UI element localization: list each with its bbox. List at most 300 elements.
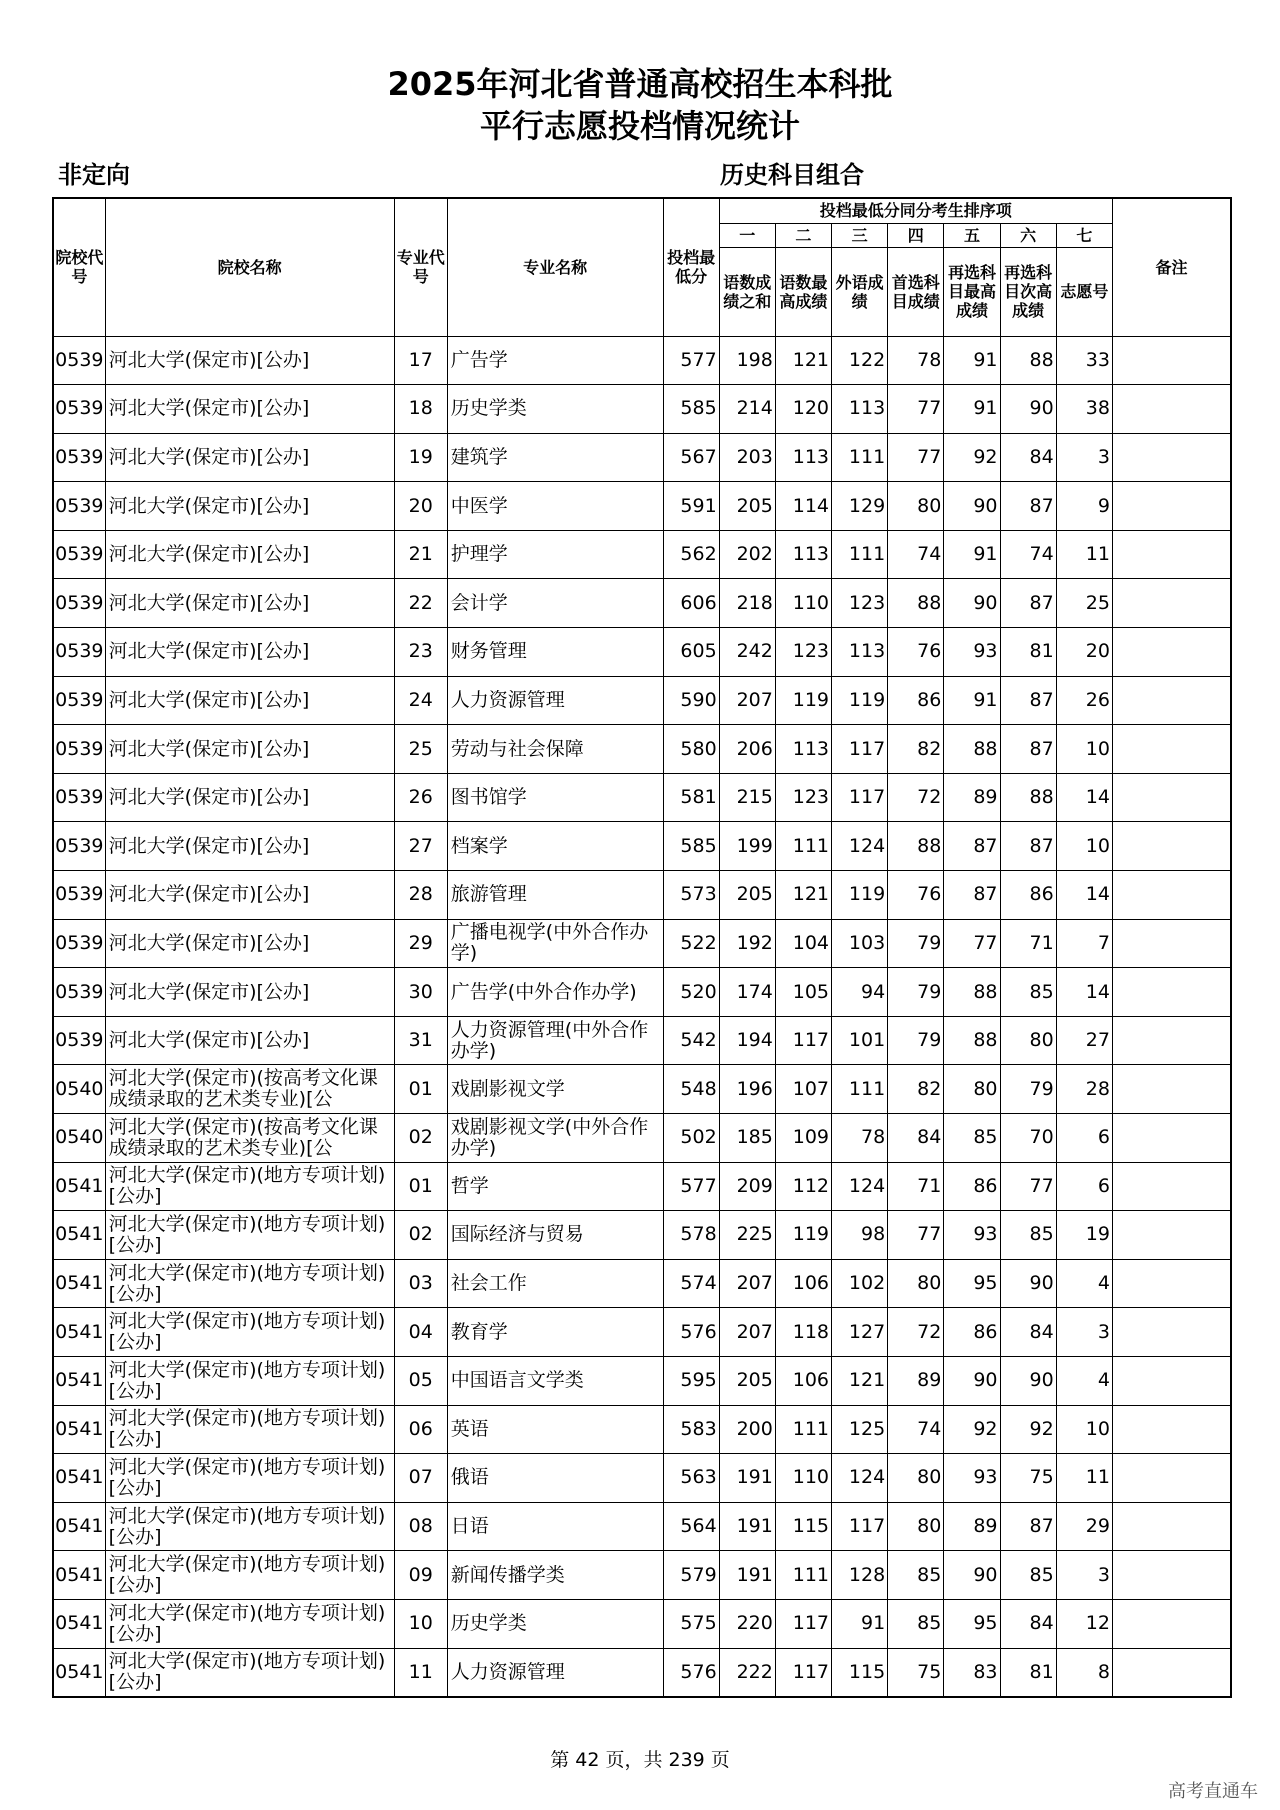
first-subject-cell-text: 88 xyxy=(917,592,942,614)
school-name-cell-text: 河北大学(保定市)(地方专项计划)[公办] xyxy=(108,1359,386,1402)
major-name-cell xyxy=(447,1648,663,1697)
elective-max-cell xyxy=(944,579,1000,628)
first-subject-cell xyxy=(888,1211,944,1260)
elective-max-cell xyxy=(944,1551,1000,1600)
school-name-cell xyxy=(105,1502,394,1551)
major-code-cell-text: 10 xyxy=(408,1613,433,1635)
first-subject-cell xyxy=(888,676,944,725)
remark-cell xyxy=(1112,1599,1231,1648)
major-code-cell xyxy=(394,628,447,677)
major-code-cell xyxy=(394,579,447,628)
major-name-cell-text: 历史学类 xyxy=(450,1613,527,1635)
chinese-math-sum-cell xyxy=(719,822,775,871)
remark-cell xyxy=(1112,725,1231,774)
min-score-cell xyxy=(663,1551,719,1600)
choice-number-cell-text: 19 xyxy=(1085,1224,1110,1246)
major-code-cell xyxy=(394,482,447,531)
school-code-cell-text: 0539 xyxy=(55,981,104,1003)
foreign-language-cell xyxy=(832,1308,888,1357)
major-name-cell xyxy=(447,676,663,725)
first-subject-cell xyxy=(888,1648,944,1697)
foreign-language-cell xyxy=(832,919,888,968)
choice-number-cell-text: 28 xyxy=(1085,1078,1110,1100)
chinese-math-sum-cell-text: 191 xyxy=(736,1467,773,1489)
major-name-cell-text: 哲学 xyxy=(450,1175,489,1197)
choice-number-cell-text: 3 xyxy=(1097,1321,1110,1343)
choice-number-cell xyxy=(1056,336,1112,385)
chinese-math-max-cell xyxy=(775,1405,831,1454)
foreign-language-cell xyxy=(832,628,888,677)
chinese-math-max-cell xyxy=(775,871,831,920)
major-name-cell-text: 人力资源管理 xyxy=(450,689,565,711)
major-name-cell xyxy=(447,385,663,434)
major-code-cell-text: 02 xyxy=(408,1127,433,1149)
chinese-math-max-cell-text: 115 xyxy=(792,1516,830,1538)
choice-number-cell xyxy=(1056,1308,1112,1357)
table-row xyxy=(53,822,1231,871)
chinese-math-max-cell-text: 121 xyxy=(792,349,830,371)
first-subject-cell-text: 88 xyxy=(917,835,942,857)
table-row xyxy=(53,530,1231,579)
min-score-cell xyxy=(663,1162,719,1211)
chinese-math-max-cell xyxy=(775,1356,831,1405)
elective-max-cell-text: 90 xyxy=(973,1370,998,1392)
table-row xyxy=(53,871,1231,920)
first-subject-cell xyxy=(888,1356,944,1405)
elective-second-cell-text: 70 xyxy=(1029,1127,1054,1149)
first-subject-cell-text: 80 xyxy=(917,1467,942,1489)
elective-max-cell-text: 77 xyxy=(973,932,998,954)
remark-cell xyxy=(1112,1162,1231,1211)
remark-cell xyxy=(1112,1648,1231,1697)
chinese-math-sum-cell xyxy=(719,336,775,385)
remark-cell xyxy=(1112,1211,1231,1260)
remark-cell xyxy=(1112,968,1231,1017)
min-score-cell-text: 567 xyxy=(680,446,717,468)
choice-number-cell-text: 6 xyxy=(1097,1127,1110,1149)
chinese-math-max-cell xyxy=(775,482,831,531)
elective-second-cell-text: 84 xyxy=(1029,446,1054,468)
elective-second-cell xyxy=(1000,1648,1056,1697)
table-row xyxy=(53,1551,1231,1600)
major-name-cell xyxy=(447,579,663,628)
major-name-cell-text: 中医学 xyxy=(450,495,508,517)
chinese-math-max-cell xyxy=(775,1502,831,1551)
chinese-math-sum-cell-text: 242 xyxy=(736,641,773,663)
school-code-cell-text: 0539 xyxy=(55,884,104,906)
major-name-cell-text: 新闻传播学类 xyxy=(450,1564,565,1586)
min-score-cell-text: 522 xyxy=(680,932,717,954)
school-name-cell xyxy=(105,579,394,628)
elective-max-cell-text: 91 xyxy=(973,544,998,566)
elective-max-cell xyxy=(944,773,1000,822)
school-name-cell xyxy=(105,1065,394,1114)
elective-max-cell xyxy=(944,1211,1000,1260)
elective-second-cell-text: 81 xyxy=(1029,641,1054,663)
chinese-math-sum-cell-text: 185 xyxy=(736,1127,773,1149)
table-row xyxy=(53,1259,1231,1308)
elective-max-cell-text: 86 xyxy=(973,1175,998,1197)
school-name-cell xyxy=(105,482,394,531)
elective-max-cell-text: 95 xyxy=(973,1613,998,1635)
school-name-cell xyxy=(105,1016,394,1065)
major-code-cell-text: 19 xyxy=(408,446,433,468)
elective-second-cell-text: 88 xyxy=(1029,787,1054,809)
foreign-language-cell xyxy=(832,1162,888,1211)
major-code-cell-text: 26 xyxy=(408,787,433,809)
chinese-math-sum-cell xyxy=(719,1114,775,1163)
elective-second-cell xyxy=(1000,822,1056,871)
elective-max-cell-text: 87 xyxy=(973,884,998,906)
chinese-math-sum-cell-text: 205 xyxy=(736,495,773,517)
first-subject-cell-text: 79 xyxy=(917,1030,942,1052)
first-subject-cell xyxy=(888,385,944,434)
major-code-cell xyxy=(394,336,447,385)
first-subject-cell xyxy=(888,773,944,822)
chinese-math-max-cell xyxy=(775,530,831,579)
elective-second-cell-text: 87 xyxy=(1029,1516,1054,1538)
remark-cell xyxy=(1112,482,1231,531)
major-name-cell xyxy=(447,725,663,774)
elective-second-cell xyxy=(1000,1551,1056,1600)
major-code-cell-text: 01 xyxy=(408,1175,433,1197)
school-name-cell xyxy=(105,871,394,920)
chinese-math-max-cell xyxy=(775,1454,831,1503)
chinese-math-max-cell xyxy=(775,1114,831,1163)
first-subject-cell xyxy=(888,628,944,677)
chinese-math-sum-cell xyxy=(719,482,775,531)
chinese-math-max-cell-text: 113 xyxy=(792,544,830,566)
first-subject-cell-text: 72 xyxy=(917,1321,942,1343)
remark-cell xyxy=(1112,385,1231,434)
table-row xyxy=(53,1114,1231,1163)
min-score-cell xyxy=(663,1259,719,1308)
chinese-math-sum-cell-text: 220 xyxy=(736,1613,773,1635)
foreign-language-cell-text: 124 xyxy=(848,835,886,857)
remark-cell xyxy=(1112,1016,1231,1065)
first-subject-cell xyxy=(888,968,944,1017)
chinese-math-sum-cell-text: 199 xyxy=(736,835,773,857)
choice-number-cell xyxy=(1056,433,1112,482)
choice-number-cell xyxy=(1056,1599,1112,1648)
school-code-cell-text: 0540 xyxy=(55,1078,104,1100)
school-code-cell-text: 0541 xyxy=(55,1418,104,1440)
header-school-name: 院校名称 xyxy=(105,198,394,336)
choice-number-cell-text: 3 xyxy=(1097,1564,1110,1586)
header-sub-2: 语数最高成绩 xyxy=(775,247,831,336)
remark-cell xyxy=(1112,1502,1231,1551)
school-code-cell-text: 0541 xyxy=(55,1467,104,1489)
major-code-cell xyxy=(394,1599,447,1648)
major-code-cell-text: 09 xyxy=(408,1564,433,1586)
major-name-cell-text: 财务管理 xyxy=(450,641,527,663)
major-name-cell-text: 广告学(中外合作办学) xyxy=(450,981,637,1003)
elective-second-cell xyxy=(1000,1114,1056,1163)
major-name-cell xyxy=(447,1259,663,1308)
school-code-cell-text: 0541 xyxy=(55,1175,104,1197)
chinese-math-max-cell xyxy=(775,1162,831,1211)
school-code-cell-text: 0539 xyxy=(55,349,104,371)
major-name-cell xyxy=(447,336,663,385)
min-score-cell-text: 542 xyxy=(680,1030,717,1052)
min-score-cell-text: 583 xyxy=(680,1418,717,1440)
major-code-cell xyxy=(394,1405,447,1454)
school-code-cell xyxy=(53,1356,105,1405)
school-code-cell xyxy=(53,1114,105,1163)
elective-max-cell xyxy=(944,1259,1000,1308)
chinese-math-sum-cell-text: 218 xyxy=(736,592,773,614)
elective-max-cell xyxy=(944,968,1000,1017)
first-subject-cell xyxy=(888,822,944,871)
choice-number-cell xyxy=(1056,919,1112,968)
major-code-cell-text: 18 xyxy=(408,398,433,420)
major-code-cell-text: 17 xyxy=(408,349,433,371)
elective-second-cell-text: 90 xyxy=(1029,1370,1054,1392)
major-code-cell-text: 21 xyxy=(408,544,433,566)
school-code-cell xyxy=(53,1502,105,1551)
table-row xyxy=(53,385,1231,434)
school-code-cell xyxy=(53,1162,105,1211)
choice-number-cell-text: 38 xyxy=(1085,398,1110,420)
school-code-cell-text: 0539 xyxy=(55,446,104,468)
foreign-language-cell-text: 125 xyxy=(848,1418,886,1440)
major-code-cell xyxy=(394,1211,447,1260)
major-code-cell xyxy=(394,1356,447,1405)
school-code-cell xyxy=(53,530,105,579)
choice-number-cell xyxy=(1056,482,1112,531)
elective-second-cell xyxy=(1000,1065,1056,1114)
school-code-cell-text: 0539 xyxy=(55,495,104,517)
first-subject-cell xyxy=(888,1114,944,1163)
first-subject-cell-text: 72 xyxy=(917,787,942,809)
min-score-cell xyxy=(663,1405,719,1454)
choice-number-cell xyxy=(1056,530,1112,579)
first-subject-cell xyxy=(888,1405,944,1454)
min-score-cell-text: 605 xyxy=(680,641,717,663)
min-score-cell-text: 576 xyxy=(680,1661,717,1683)
min-score-cell xyxy=(663,1114,719,1163)
first-subject-cell-text: 86 xyxy=(917,689,942,711)
first-subject-cell xyxy=(888,579,944,628)
elective-second-cell-text: 85 xyxy=(1029,981,1054,1003)
chinese-math-max-cell xyxy=(775,579,831,628)
first-subject-cell-text: 80 xyxy=(917,1273,942,1295)
choice-number-cell-text: 25 xyxy=(1085,592,1110,614)
elective-second-cell xyxy=(1000,1162,1056,1211)
chinese-math-sum-cell-text: 225 xyxy=(736,1224,773,1246)
foreign-language-cell-text: 91 xyxy=(861,1613,886,1635)
school-code-cell-text: 0539 xyxy=(55,398,104,420)
chinese-math-max-cell xyxy=(775,725,831,774)
elective-second-cell-text: 79 xyxy=(1029,1078,1054,1100)
elective-max-cell-text: 91 xyxy=(973,398,998,420)
major-code-cell-text: 01 xyxy=(408,1078,433,1100)
major-code-cell xyxy=(394,530,447,579)
foreign-language-cell xyxy=(832,1065,888,1114)
elective-second-cell xyxy=(1000,919,1056,968)
first-subject-cell-text: 78 xyxy=(917,349,942,371)
chinese-math-sum-cell xyxy=(719,1454,775,1503)
first-subject-cell xyxy=(888,919,944,968)
chinese-math-max-cell-text: 117 xyxy=(792,1030,830,1052)
chinese-math-sum-cell-text: 207 xyxy=(736,1321,773,1343)
elective-max-cell-text: 95 xyxy=(973,1273,998,1295)
table-row xyxy=(53,725,1231,774)
school-name-cell-text: 河北大学(保定市)[公办] xyxy=(108,544,310,566)
table-row xyxy=(53,1356,1231,1405)
major-code-cell-text: 06 xyxy=(408,1418,433,1440)
elective-second-cell xyxy=(1000,530,1056,579)
school-name-cell-text: 河北大学(保定市)(地方专项计划)[公办] xyxy=(108,1311,386,1354)
chinese-math-max-cell-text: 120 xyxy=(792,398,830,420)
school-name-cell-text: 河北大学(保定市)[公办] xyxy=(108,835,310,857)
elective-max-cell xyxy=(944,1599,1000,1648)
major-name-cell xyxy=(447,482,663,531)
school-code-cell xyxy=(53,1405,105,1454)
school-name-cell-text: 河北大学(保定市)(地方专项计划)[公办] xyxy=(108,1505,386,1548)
major-name-cell-text: 国际经济与贸易 xyxy=(450,1224,584,1246)
major-code-cell xyxy=(394,385,447,434)
foreign-language-cell xyxy=(832,725,888,774)
major-code-cell-text: 28 xyxy=(408,884,433,906)
major-name-cell xyxy=(447,530,663,579)
choice-number-cell-text: 4 xyxy=(1097,1370,1110,1392)
first-subject-cell-text: 76 xyxy=(917,884,942,906)
school-name-cell xyxy=(105,433,394,482)
choice-number-cell-text: 6 xyxy=(1097,1175,1110,1197)
school-code-cell-text: 0540 xyxy=(55,1127,104,1149)
school-name-cell xyxy=(105,822,394,871)
elective-second-cell-text: 87 xyxy=(1029,495,1054,517)
school-code-cell xyxy=(53,579,105,628)
elective-second-cell xyxy=(1000,628,1056,677)
min-score-cell xyxy=(663,725,719,774)
elective-second-cell-text: 86 xyxy=(1029,884,1054,906)
choice-number-cell xyxy=(1056,628,1112,677)
chinese-math-max-cell xyxy=(775,1648,831,1697)
foreign-language-cell xyxy=(832,433,888,482)
school-name-cell xyxy=(105,1648,394,1697)
foreign-language-cell xyxy=(832,1454,888,1503)
table-row xyxy=(53,676,1231,725)
chinese-math-max-cell-text: 107 xyxy=(792,1078,830,1100)
min-score-cell-text: 590 xyxy=(680,689,717,711)
first-subject-cell xyxy=(888,336,944,385)
table-row xyxy=(53,1454,1231,1503)
major-code-cell-text: 31 xyxy=(408,1030,433,1052)
chinese-math-sum-cell xyxy=(719,1162,775,1211)
elective-second-cell-text: 85 xyxy=(1029,1224,1054,1246)
major-code-cell-text: 30 xyxy=(408,981,433,1003)
elective-second-cell-text: 84 xyxy=(1029,1613,1054,1635)
foreign-language-cell xyxy=(832,1502,888,1551)
school-code-cell xyxy=(53,1211,105,1260)
chinese-math-max-cell-text: 114 xyxy=(792,495,830,517)
foreign-language-cell-text: 119 xyxy=(848,884,886,906)
elective-max-cell xyxy=(944,725,1000,774)
foreign-language-cell-text: 121 xyxy=(848,1370,886,1392)
elective-second-cell xyxy=(1000,336,1056,385)
elective-second-cell xyxy=(1000,1356,1056,1405)
major-name-cell-text: 旅游管理 xyxy=(450,884,527,906)
choice-number-cell xyxy=(1056,676,1112,725)
choice-number-cell-text: 26 xyxy=(1085,689,1110,711)
foreign-language-cell xyxy=(832,1356,888,1405)
foreign-language-cell xyxy=(832,1259,888,1308)
min-score-cell-text: 564 xyxy=(680,1516,717,1538)
min-score-cell xyxy=(663,1211,719,1260)
min-score-cell xyxy=(663,1648,719,1697)
foreign-language-cell-text: 117 xyxy=(848,787,886,809)
foreign-language-cell xyxy=(832,1016,888,1065)
major-code-cell xyxy=(394,676,447,725)
header-school-code: 院校代号 xyxy=(53,198,105,336)
chinese-math-max-cell xyxy=(775,919,831,968)
min-score-cell-text: 502 xyxy=(680,1127,717,1149)
remark-cell xyxy=(1112,628,1231,677)
choice-number-cell xyxy=(1056,1259,1112,1308)
remark-cell xyxy=(1112,822,1231,871)
min-score-cell-text: 577 xyxy=(680,349,717,371)
school-name-cell xyxy=(105,336,394,385)
major-code-cell-text: 07 xyxy=(408,1467,433,1489)
choice-number-cell-text: 4 xyxy=(1097,1273,1110,1295)
chinese-math-max-cell-text: 106 xyxy=(792,1273,830,1295)
chinese-math-sum-cell-text: 202 xyxy=(736,544,773,566)
first-subject-cell-text: 89 xyxy=(917,1370,942,1392)
school-name-cell-text: 河北大学(保定市)(按高考文化课成绩录取的艺术类专业)[公 xyxy=(108,1116,378,1159)
major-name-cell-text: 劳动与社会保障 xyxy=(450,738,584,760)
school-code-cell xyxy=(53,433,105,482)
foreign-language-cell-text: 94 xyxy=(861,981,886,1003)
chinese-math-sum-cell-text: 203 xyxy=(736,446,773,468)
school-code-cell xyxy=(53,1551,105,1600)
min-score-cell-text: 581 xyxy=(680,787,717,809)
elective-second-cell-text: 90 xyxy=(1029,398,1054,420)
foreign-language-cell xyxy=(832,530,888,579)
school-name-cell xyxy=(105,676,394,725)
elective-max-cell xyxy=(944,482,1000,531)
choice-number-cell xyxy=(1056,871,1112,920)
header-rank-group: 投档最低分同分考生排序项 xyxy=(719,198,1112,223)
foreign-language-cell xyxy=(832,1648,888,1697)
foreign-language-cell-text: 101 xyxy=(848,1030,886,1052)
major-code-cell xyxy=(394,919,447,968)
first-subject-cell-text: 76 xyxy=(917,641,942,663)
school-name-cell-text: 河北大学(保定市)[公办] xyxy=(108,398,310,420)
choice-number-cell xyxy=(1056,822,1112,871)
elective-max-cell-text: 88 xyxy=(973,981,998,1003)
major-code-cell xyxy=(394,968,447,1017)
elective-second-cell-text: 84 xyxy=(1029,1321,1054,1343)
chinese-math-max-cell-text: 118 xyxy=(792,1321,830,1343)
elective-second-cell xyxy=(1000,1259,1056,1308)
elective-max-cell-text: 89 xyxy=(973,1516,998,1538)
major-code-cell xyxy=(394,433,447,482)
major-name-cell xyxy=(447,1405,663,1454)
chinese-math-sum-cell xyxy=(719,968,775,1017)
header-sub-5: 再选科目最高成绩 xyxy=(944,247,1000,336)
major-code-cell-text: 22 xyxy=(408,592,433,614)
school-code-cell-text: 0541 xyxy=(55,1661,104,1683)
header-rank-3: 三 xyxy=(832,223,888,247)
first-subject-cell-text: 75 xyxy=(917,1661,942,1683)
remark-cell xyxy=(1112,1259,1231,1308)
foreign-language-cell-text: 124 xyxy=(848,1467,886,1489)
chinese-math-max-cell xyxy=(775,1065,831,1114)
choice-number-cell-text: 20 xyxy=(1085,641,1110,663)
elective-max-cell xyxy=(944,385,1000,434)
